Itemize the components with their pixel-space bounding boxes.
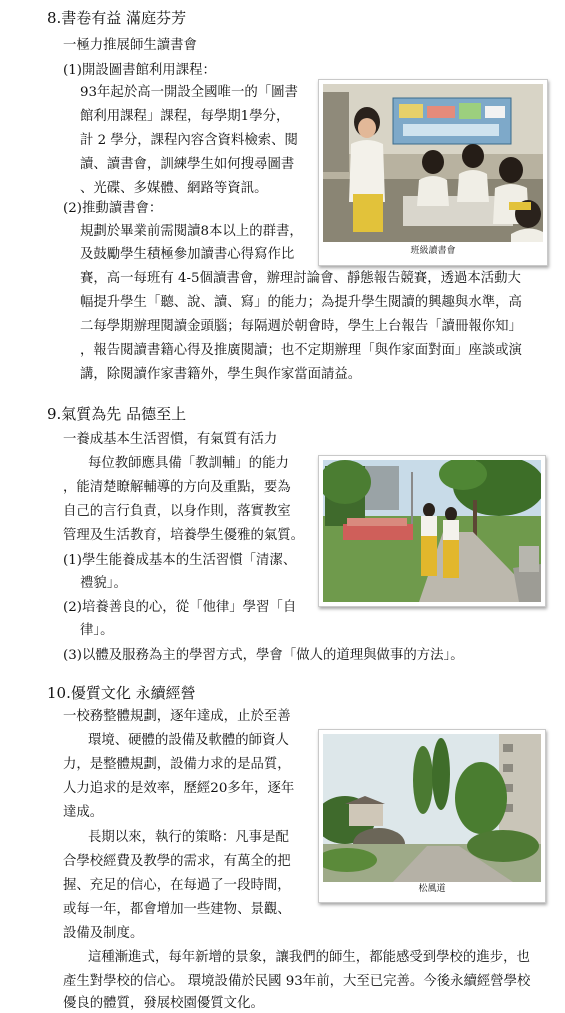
section-10-para3-line: 優良的體質，發展校園優質文化。 [63,996,264,1011]
reading-club-photo [318,79,548,266]
section-8-item2-line: 幅提升學生「聽、說、讀、寫」的能力；為提升學生閱讀的興趣與水準，高 [80,295,522,310]
section-8-item1-line: 計 2 學分，課程內容含資料檢索、閱 [80,133,298,148]
section-8-item2-line: 二每學期辦理閱讀金頭腦；每隔週於朝會時，學生上台報告「讀冊報你知」 [80,319,522,334]
section-8-item2-line: 規劃於畢業前需閱讀8本以上的群書， [80,224,303,239]
section-10-subtitle: 一校務整體規劃，逐年達成，止於至善 [63,709,291,724]
section-10-para1-line: 達成。 [63,805,104,820]
section-8-item1-line: 讀、讀書會，訓練學生如何搜尋圖書 [80,157,295,172]
section-9-para-line: ，能清楚瞭解輔導的方向及重點，要為 [63,480,291,495]
reading-club-caption: 班級讀書會 [410,246,456,256]
campus-students-image [323,460,541,602]
section-9-heading: 9.氣質為先 品德至上 [47,405,187,423]
section-10-para1-line: 環境、硬體的設備及軟體的師資人 [88,733,289,748]
pine-path-photo [318,729,546,903]
pine-path-caption: 松風道 [418,884,446,894]
section-8-heading: 8.書卷有益 滿庭芬芳 [47,9,187,27]
section-9-para-line: 管理及生活教育，培養學生優雅的氣質。 [63,528,305,543]
section-10-para3-line: 產生對學校的信心。 環境設備於民國 93年前，大至已完善。今後永續經營學校 [63,974,531,989]
section-10-para3-line: 這種漸進式，每年新增的景象，讓我們的師生，都能感受到學校的進步，也 [88,950,530,965]
section-10-para2-line: 長期以來，執行的策略：凡事是配 [88,830,289,845]
section-10-para2-line: 設備及制度。 [63,926,144,941]
section-8-item1-line: 館利用課程」課程，每學期1學分， [80,109,290,124]
section-10-para2-line: 或每一年，都會增加一些建物、景觀、 [63,902,291,917]
section-8-item1-line: 93年起於高一開設全國唯一的「圖書 [80,85,298,100]
section-9-item1-line: 禮貌」。 [80,576,127,591]
section-10-para2-line: 合學校經費及教學的需求，有萬全的把 [63,854,291,869]
section-9-subtitle: 一養成基本生活習慣，有氣質有活力 [63,432,278,447]
reading-club-image [323,84,543,242]
section-9-para-line: 每位教師應具備「教訓輔」的能力 [88,456,289,471]
section-10-para1-line: 力，是整體規劃，設備力求的是品質， [63,757,291,772]
section-8-item2-label: (2)推動讀書會： [63,201,163,216]
section-8-subtitle: 一極力推展師生讀書會 [63,38,197,53]
pine-path-image [323,734,541,882]
section-8-item1-label: (1)開設圖書館利用課程： [63,63,216,78]
campus-students-photo [318,455,546,607]
section-10-para2-line: 握、充足的信心，在每過了一段時間， [63,878,291,893]
section-10-heading: 10.優質文化 永續經營 [47,684,196,702]
section-8-item2-line: ，報告閱讀書籍心得及推廣閱讀；也不定期辦理「與作家面對面」座談或演 [80,343,522,358]
section-9-item2-line: 律」。 [80,623,114,638]
section-9-para-line: 自己的言行負責，以身作則，落實教室 [63,504,291,519]
section-8-item2-line: 及鼓勵學生積極參加讀書心得寫作比 [80,247,295,262]
section-8-item2-line: 賽，高一每班有 4-5個讀書會，辦理討論會、靜態報告競賽，透過本活動大 [80,271,521,286]
section-8-item1-line: 、光碟、多媒體、網路等資訊。 [80,181,268,196]
section-8-item2-line: 講，除閱讀作家書籍外，學生與作家當面請益。 [80,367,362,382]
section-9-item1-line: (1)學生能養成基本的生活習慣「清潔、 [63,553,297,568]
section-9-item2-line: (2)培養善良的心，從「他律」學習「自 [63,600,297,615]
section-10-para1-line: 人力追求的是效率，歷經20多年，逐年 [63,781,295,796]
section-9-item3: (3)以體及服務為主的學習方式，學會「做人的道理與做事的方法」。 [63,648,464,663]
